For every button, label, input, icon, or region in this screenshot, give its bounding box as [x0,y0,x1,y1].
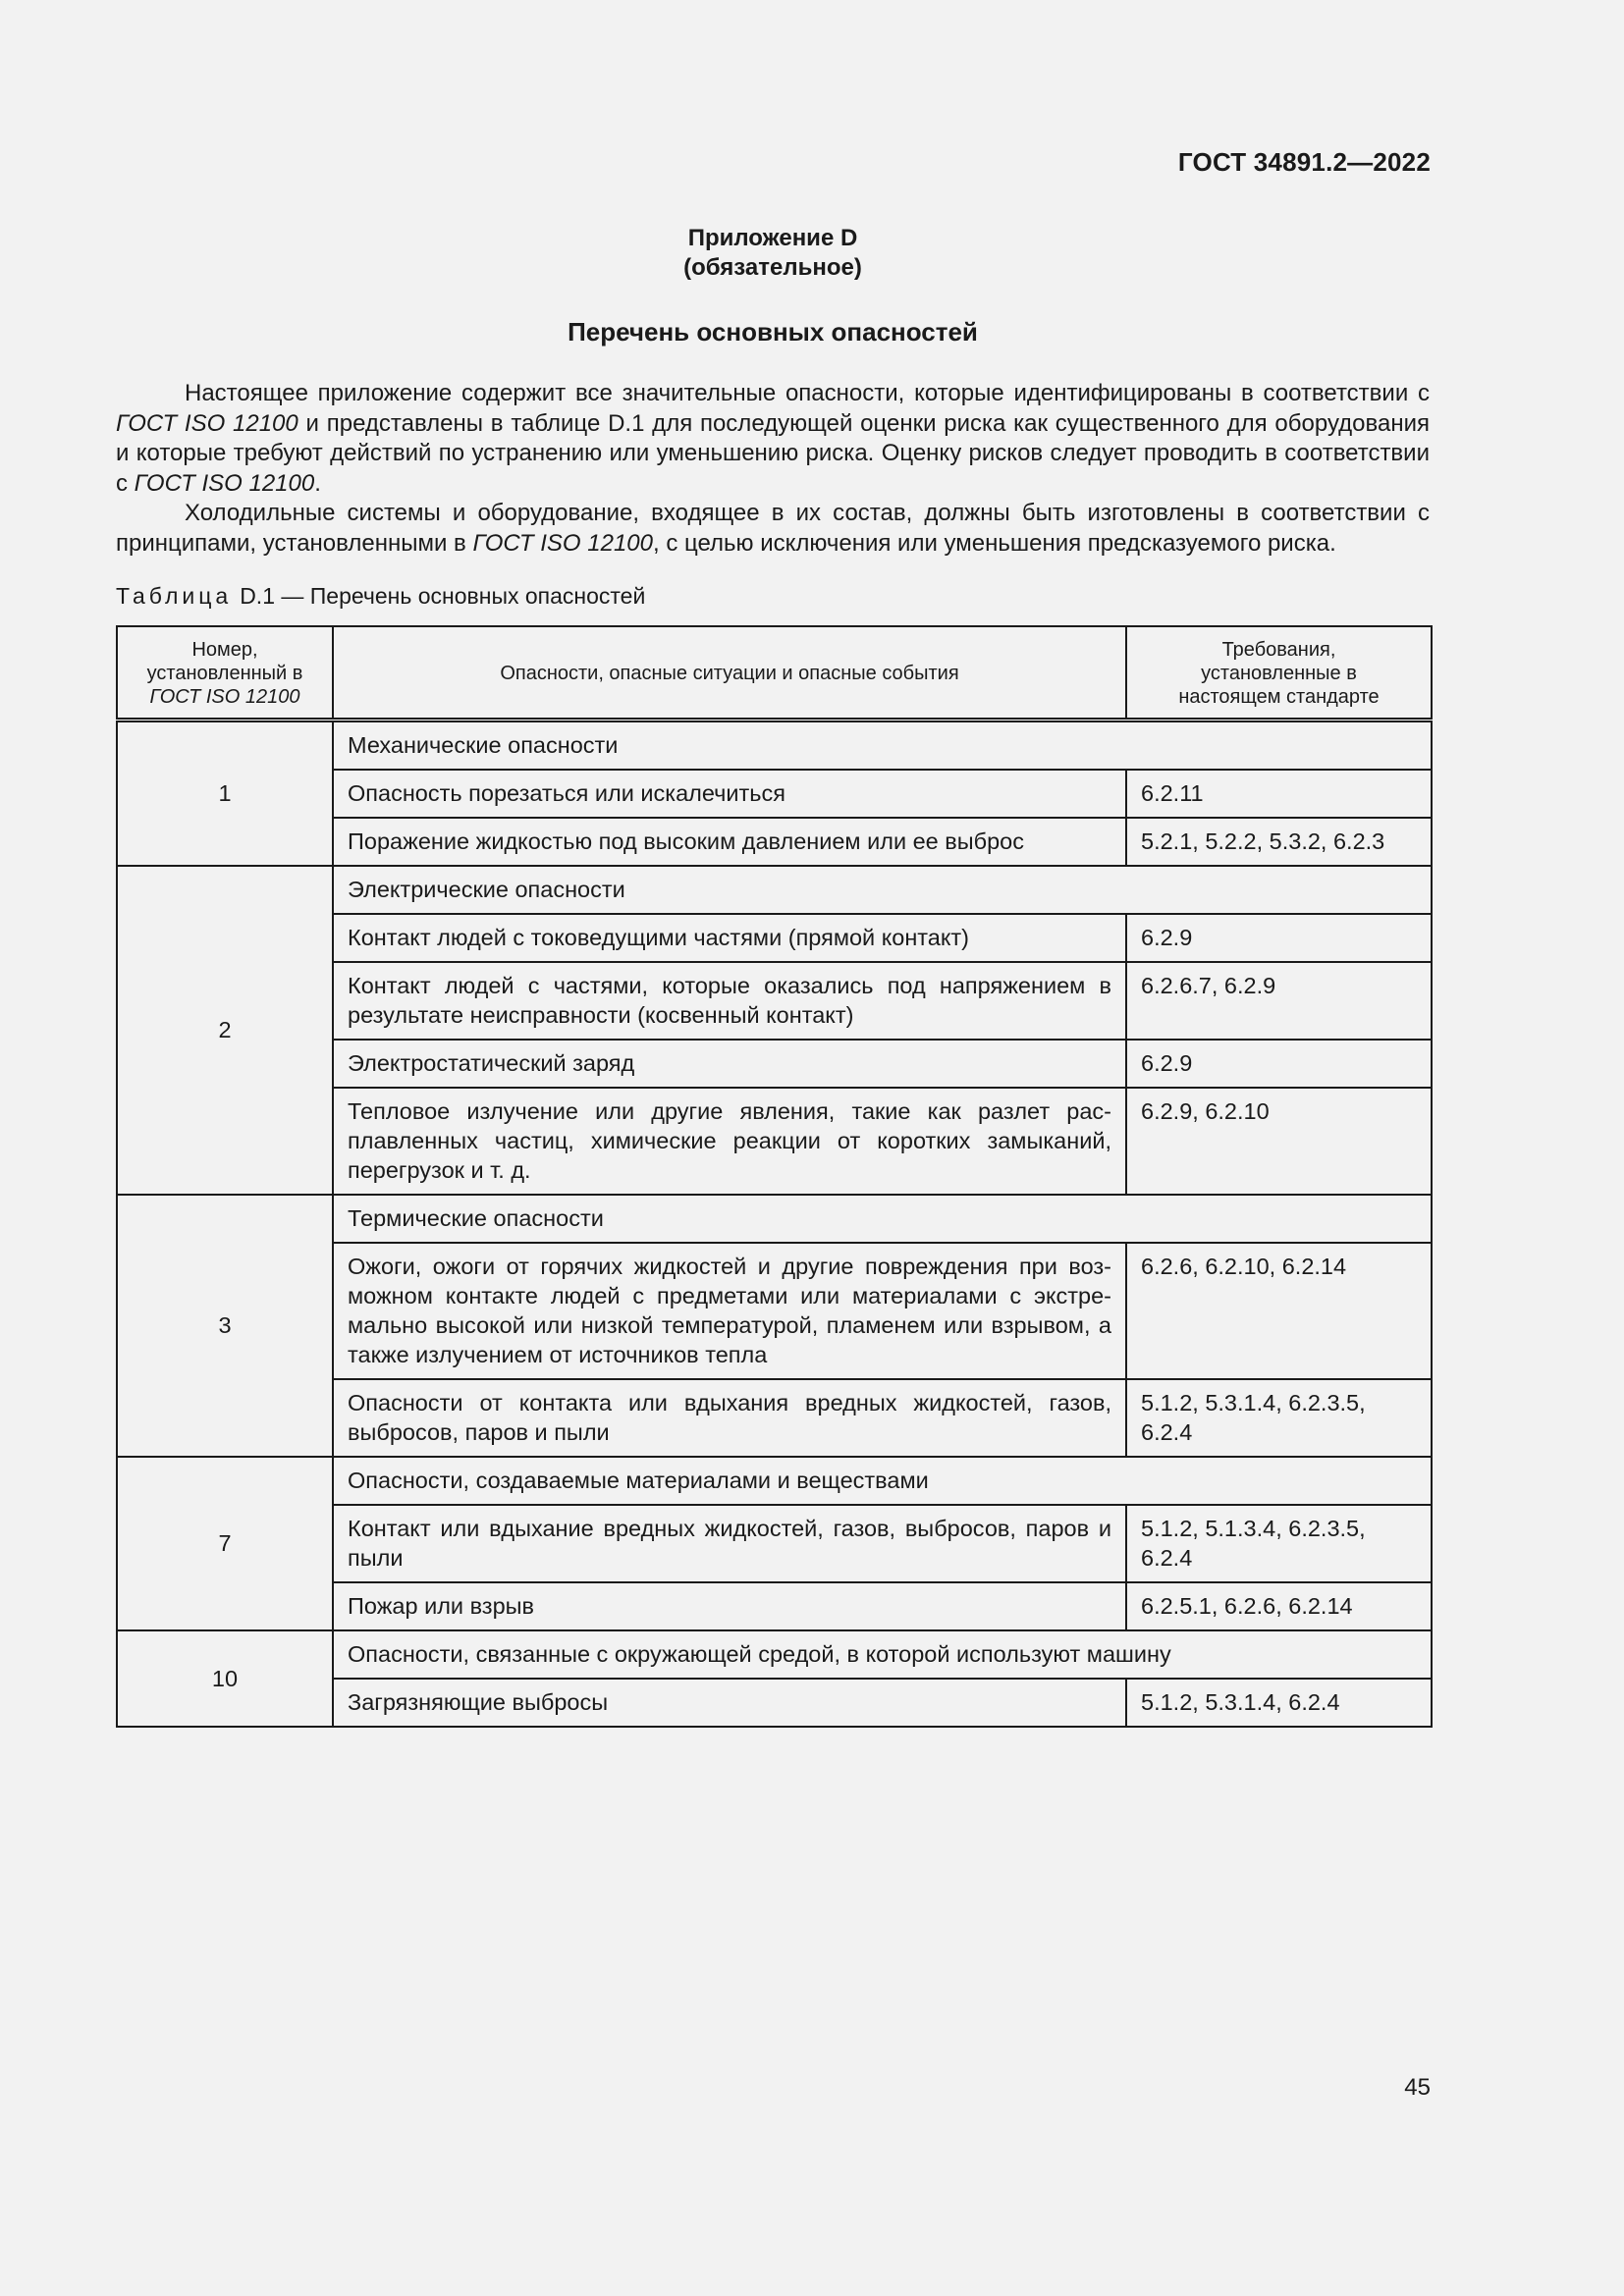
hazard-group-number: 3 [117,1195,333,1457]
hazard-description: Поражение жидкостью под высоким давлением или ее выброс [333,818,1126,866]
annex-status: (обязательное) [683,254,862,281]
header-hazards: Опасности, опасные ситуации и опасные события [333,626,1126,721]
document-code: ГОСТ 34891.2—2022 [1177,147,1431,177]
hazard-description: Контакт людей с токоведущими частями (прямой контакт) [333,914,1126,962]
table-body [117,721,1432,1728]
hazard-description: Электростатический заряд [333,1040,1126,1088]
hazard-group-number: 7 [117,1457,333,1630]
table-group-title-row [117,866,1432,914]
hazard-description: Тепловое излучение или другие явления, такие как разлет расплавленных частиц, химические реакции от коротких замыканий, перегрузок и т. д. [333,1088,1126,1195]
annex-heading [0,224,1545,283]
standard-reference: ГОСТ ISO 12100 [134,469,315,497]
table-group-title-row [117,721,1432,771]
table-caption [116,583,645,610]
requirement-clauses: 5.1.2, 5.3.1.4, 6.2.3.5, 6.2.4 [1126,1379,1432,1457]
requirement-clauses: 6.2.5.1, 6.2.6, 6.2.14 [1126,1582,1432,1630]
hazard-group-title: Электрические опасности [333,866,1432,914]
table-group-title-row [117,1195,1432,1243]
table-group-title-row [117,1630,1432,1679]
intro-paragraph-2: Холодильные системы и оборудование, входящее в их состав, должны быть изготовлены в соответствии с принципами, установленными в ГОСТ ISO 12100, с целью исключения или уменьшения предсказуемого риска. [116,500,1430,557]
hazard-group-title: Термические опасности [333,1195,1432,1243]
table-caption-text: D.1 — Перечень основных опасностей [240,583,646,609]
annex-title: Приложение D [687,225,858,251]
hazard-description: Опасность порезаться или искалечиться [333,770,1126,818]
hazard-description: Ожоги, ожоги от горячих жидкостей и другие повреждения при возможном контакте людей с предметами или материалами с экстремально высокой или низкой температурой, пламенем или взрывом, а также излучением от источников тепла [333,1243,1126,1379]
header-number: Номер, установленный в ГОСТ ISO 12100 [117,626,333,721]
requirement-clauses: 5.2.1, 5.2.2, 5.3.2, 6.2.3 [1126,818,1432,866]
table-group-title-row [117,1457,1432,1505]
table-header-row [117,626,1432,721]
hazard-description: Контакт людей с частями, которые оказались под напряжением в результате неисправности (косвенный контакт) [333,962,1126,1040]
intro-paragraph-1: Настоящее приложение содержит все значительные опасности, которые идентифицированы в соответствии с ГОСТ ISO 12100 и представлены в таблице D.1 для последующей оценки риска как существенного для оборудования и которые требуют действий по устранению или уменьшению риска. Оценку рисков следует проводить в соответствии с ГОСТ ISO 12100. [116,380,1430,497]
header-requirements: Требования, установленные в настоящем стандарте [1126,626,1432,721]
hazard-group-number: 2 [117,866,333,1195]
hazard-group-title: Механические опасности [333,721,1432,771]
hazard-group-title: Опасности, создаваемые материалами и веществами [333,1457,1432,1505]
requirement-clauses: 6.2.9, 6.2.10 [1126,1088,1432,1195]
standard-reference: ГОСТ ISO 12100 [116,409,298,437]
page-number: 45 [1404,2074,1431,2101]
requirement-clauses: 6.2.6, 6.2.10, 6.2.14 [1126,1243,1432,1379]
hazard-description: Контакт или вдыхание вредных жидкостей, газов, выбросов, паров и пыли [333,1505,1126,1582]
hazard-group-number: 1 [117,721,333,867]
requirement-clauses: 6.2.6.7, 6.2.9 [1126,962,1432,1040]
hazard-group-title: Опасности, связанные с окружающей средой, в которой используют машину [333,1630,1432,1679]
hazard-description: Опасности от контакта или вдыхания вредных жидкостей, газов, выбросов, паров и пыли [333,1379,1126,1457]
section-title: Перечень основных опасностей [568,317,978,347]
hazard-group-number: 10 [117,1630,333,1727]
intro-text [116,379,1430,559]
requirement-clauses: 5.1.2, 5.3.1.4, 6.2.4 [1126,1679,1432,1727]
requirement-clauses: 6.2.9 [1126,1040,1432,1088]
requirement-clauses: 6.2.9 [1126,914,1432,962]
hazard-description: Загрязняющие выбросы [333,1679,1126,1727]
table-caption-label: Таблица [116,583,233,609]
standard-reference: ГОСТ ISO 12100 [472,529,653,557]
requirement-clauses: 6.2.11 [1126,770,1432,818]
hazards-table [116,625,1433,1728]
requirement-clauses: 5.1.2, 5.1.3.4, 6.2.3.5, 6.2.4 [1126,1505,1432,1582]
hazard-description: Пожар или взрыв [333,1582,1126,1630]
